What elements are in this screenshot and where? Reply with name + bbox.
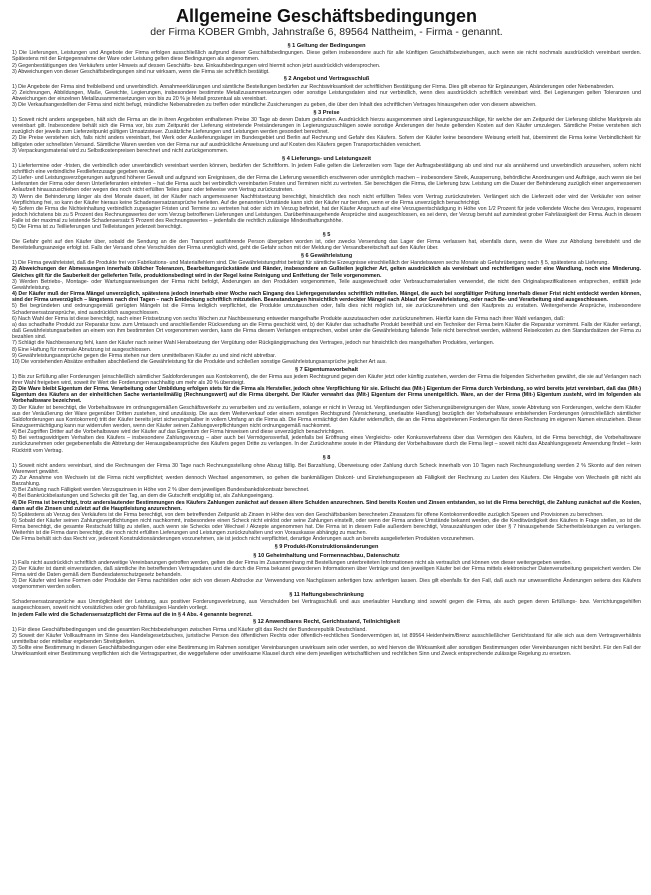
section-heading: § 6 Gewährleistung <box>300 253 353 260</box>
section <box>12 110 641 154</box>
section-paragraph: 4) Sofern die Firma die Nichteinhaltung verbindlich zugesagter Fristen und Termine zu vertreten hat oder sich im Verzug befindet, hat der Käufer Anspruch auf eine Verzugsentschädigung in Höhe von 1/2 Prozent für jede vollendete Woche des Verzuges, insgesamt jedoch höchstens bis zu 5 Prozent des Rechnungswertes der vom Verzug betroffenen Lieferungen und Leistungen. Darüberhinausgehende Ansprüche sind ausgeschlossen, es sei denn, der Verzug beruht auf zumindest grober Fahrlässigkeit der Firma. Auch in diesem Falle ist der maximal zu leistende Schadensersatz 5 Prozent des Rechnungswertes – jedenfalls die rechtlich zulässige Mindesthaftungshöhe. <box>12 205 641 225</box>
section-paragraph: 3) Sollte eine Bestimmung in diesen Geschäftsbedingungen oder eine Bestimmung im Rahmen sonstiger Vereinbarungen unwirksam sein oder werden, so wird hiervon die Wirksamkeit aller sonstigen Bestimmungen oder Vereinbarungen nicht berührt. Für den Fall der Unwirksamkeit einer Bestimmung verpflichten sich die Vertragspartner, die weggefallene oder unwirksame Klausel durch eine dem jeweiligen wirtschaftlichen und rechtlichen Sinn und Zweck entsprechende zulässige Regelung zu ersetzen. <box>12 645 641 658</box>
section <box>12 592 641 618</box>
section-heading: § 2 Angebot und Vertragsschluß <box>283 76 370 83</box>
section-paragraph: 2) Gegenbestätigungen des Verkäufers unter Hinweis auf dessen Geschäfts- bzw. Einkaufsbedingungen wird hiermit schon jetzt ausdrücklich widersprochen. <box>12 62 381 69</box>
section-paragraph: 1) Für diese Geschäftsbedingungen und die gesamten Rechtsbeziehungen zwischen Firma und Käufer gilt das Recht der Bundesrepublik Deutschland. <box>12 626 367 633</box>
section <box>12 619 641 657</box>
section-paragraph: 3) Werden Betriebs-, Montage- oder Wartungsanweisungen der Firma nicht befolgt, Änderungen an den Produkten vorgenommen, Teile ausgewechselt oder Verbrauchsmaterialien verwendet, die nicht den Originalspezifikationen entsprechen, entfällt jede Gewährleistung. <box>12 278 641 291</box>
section-paragraph: 4) Die Firma ist berechtigt, trotz anderslautender Bestimmungen des Käufers Zahlungen zunächst auf dessen ältere Schulden anzurechnen. Sind bereits Kosten und Zinsen entstanden, so ist die Firma berechtigt, die Zahlung zunächst auf die Kosten, dann auf die Zinsen und zuletzt auf die Hauptleistung anzurechnen. <box>12 499 641 512</box>
section-paragraph: 10) Die vorstehenden Absätze enthalten abschließend die Gewährleistung für die Produkte und schließen sonstige Gewährleistungsansprüche jeglicher Art aus. <box>12 358 387 365</box>
section-paragraph: 2) Zeichnungen, Abbildungen, Maße, Gewichte, Legierungen, insbesondere bestimmte Metallzusammensetzungen oder sonstige Leistungsdaten sind nur verbindlich, wenn dies ausdrücklich schriftlich vereinbart wird. Bei Legierungen gelten Toleranzen und Abweichungen der einzelnen Metallzusammensetzungen von bis zu 20 % je Metall prozentual als vereinbart. <box>12 89 641 102</box>
section-paragraph: 3) Bei Zahlung nach Fälligkeit werden Verzugszinsen in Höhe von 2 % über dem jeweiligen Bundesbankdiskontsatz berechnet. <box>12 487 310 494</box>
section-heading: § 7 Eigentumsvorbehalt <box>294 366 359 373</box>
section-paragraph: 3) Der Käufer wird keine Formen oder Produkte der Firma nachbilden oder sich von diesen Abdrucke zur Verwendung von Nachgüssen anfertigen bzw. anfertigen lassen. Dies gilt ebenfalls für den Fall, daß auch nur unwesentliche Änderungen seitens des Käufers vorgenommen werden sollen. <box>12 578 641 591</box>
section <box>12 544 641 551</box>
section-paragraph: 1) Soweit nicht anders vereinbart, sind die Rechnungen der Firma 30 Tage nach Rechnungsstellung ohne Abzug fällig. Bei Barzahlung, Überweisung oder Zahlung durch Scheck innerhalb von 10 Tagen nach Rechnungsstellung werden 2 % Skonto auf den reinen Warenwert gewährt. <box>12 462 641 475</box>
section-paragraph: 9) Gewährleistungsansprüche gegen die Firma stehen nur dem unmittelbaren Käufer zu und sind nicht abtretbar. <box>12 352 277 359</box>
section-heading: § 3 Preise <box>313 109 340 116</box>
section-paragraph: 1) Die Lieferungen, Leistungen und Angebote der Firma erfolgen ausschließlich aufgrund dieser Geschäftsbedingungen. Diese gelten insbesondere auch für alle künftigen Geschäftsbeziehungen, auch wenn sie nicht nochmals ausdrücklich vereinbart werden. Spätestens mit der Entgegennahme der Ware oder Leistung gelten diese Bedingungen als angenommen. <box>12 50 641 63</box>
section-paragraph: 3) Verpackungsmaterial wird zu Selbstkostenpreisen berechnet und nicht zurückgenommen. <box>12 147 229 154</box>
section-paragraph: 6) Nach Wahl der Firma ist diese berechtigt, nach einer Fristsetzung von sechs Wochen zur Nachbesserung entweder mangelhafte Produkte auszutauschen oder zurückzunehmen. Hierfür kann die Firma nach ihrer Wahl verlangen, daß: <box>12 315 565 322</box>
section-paragraph: 2) Die Preise verstehen sich, falls nicht anders vereinbart, frei Werk oder Auslieferungslager im Bundesgebiet und Berlin auf Rechnung und Gefahr des Käufers. Sofern der Käufer keine besondere Weisung erteilt hat, übernimmt die Firma keine Verbindlichkeit für billigsten oder schnellsten Versand. Sämtliche Waren werden von der Firma nur auf ausdrückliche Anweisung und auf Kosten des Käufers gegen Transportschäden versichert. <box>12 135 641 148</box>
section-paragraph: 1) Soweit nicht anders angegeben, hält sich die Firma an die in ihren Angeboten enthaltenen Preise 30 Tage ab deren Datum gebunden. Ausdrücklich hierzu ausgenommen sind Legierungszuschläge, für welche der am Zeitpunkt der Lieferung übliche Marktpreis als vereinbart gilt. Insbesondere behält sich die Firma vor, bis zum Zeitpunkt der Lieferung eintretende Preisänderungen in Legierungszuschlägen sowie sonstige Änderungen der heute geltenden Kosten auf den Käufer umzulegen. Sämtliche Preise verstehen sich zuzüglich der jeweils zum Lieferzeitpunkt gültigen Umsatzsteuer. Zusätzliche Lieferungen und Leistungen werden gesondert berechnet. <box>12 117 641 136</box>
section-paragraph: a) das schadhafte Produkt zur Reparatur bzw. zum Umtausch und anschließender Rücksendung an die Firma geschickt wird, b) der Käufer das schadhafte Produkt bereithält und ein Techniker der Firma beim Käufer die Reparatur vornimmt. Falls der Käufer verlangt, daß Gewährleistungsarbeiten an einem von ihm bestimmten Ort vorgenommen werden, kann die Firma diesem Verlangen entsprechen, wobei unter die Gewährleistung fallende Teile nicht berechnet werden, während Reisekosten zu den Standardsätzen der Firma zu bezahlen sind. <box>12 321 641 341</box>
section <box>12 553 641 591</box>
section-paragraph: 4) Bei Bankrückbelastungen und Schecks gilt der Tag, an dem die Gutschrift endgültig ist, als Zahlungseingang. <box>12 493 274 500</box>
section-paragraph: 2) Die Ware bleibt Eigentum der Firma. Verarbeitung oder Umbildung erfolgen stets für die Firma als Hersteller, jedoch ohne Verpflichtung für sie. Erlischt das (Mit-) Eigentum der Firma durch Verbindung, so wird bereits jetzt vereinbart, daß das (Mit-) Eigentum des Käufers an der einheitlichen Sache wertanteilmäßig (Rechnungswert) auf die Firma übergeht. Der Käufer verwahrt das (Mit-) Eigentum der Firma unentgeltlich. Ware, an der der Firma (Mit-) Eigentum zusteht, wird im folgenden als Vorbehaltsware bezeichnet. <box>12 386 641 405</box>
section <box>12 43 641 75</box>
section-paragraph: 1) Liefertermine oder -fristen, die verbindlich oder unverbindlich vereinbart werden können, bedürfen der Schriftform. In jedem Falle gelten die Lieferzeiten vom Tage der Auftragsbestätigung ab und sind nur als annähernd und unverbindlich anzusehen, sofern nicht schriftlich eine verbindliche Festlieferzusage gegeben wurde. <box>12 162 641 175</box>
section-paragraph: 1) Bis zur Erfüllung aller Forderungen (einschließlich sämtlicher Saldoforderungen aus Kontokorrent), die der Firma aus jedem Rechtsgrund gegen den Käufer jetzt oder künftig zustehen, werden der Firma die folgenden Sicherheiten gewährt, die sie auf Verlangen nach ihrer Wahl freigeben wird, soweit ihr Wert die Forderungen nachhaltig um mehr als 20 % übersteigt. <box>12 373 641 386</box>
section-paragraph: 2) Abweichungen der Abmessungen innerhalb üblicher Toleranzen, Bearbeitungsrückstände und Ränder, insbesondere an Gußteilen jeglicher Art, gelten ausdrücklich als vereinbart und rechtfertigen weder eine Wandlung, noch eine Minderung. Gleiches gilt für die Sauberkeit der gelieferten Teile, produktionsbedingt wird in der Regel keine Reinigung und Entfettung der Teile vorgenommen. <box>12 266 641 279</box>
section-heading: § 12 Anwendbares Recht, Gerichtsstand, Teilnichtigkeit <box>252 619 401 626</box>
section <box>12 156 641 231</box>
section-paragraph: 4) Bei Zugriffen Dritter auf die Vorbehaltsware wird der Käufer auf das Eigentum der Firma hinweisen und diese unverzüglich benachrichtigen. <box>12 429 345 436</box>
section-paragraph: 3) Wenn die Behinderung länger als drei Monate dauert, ist der Käufer nach angemessener Nachfristsetzung berechtigt, hinsichtlich des noch nicht erfüllten Teiles vom Vertrag zurückzutreten. Verlängert sich die Lieferzeit oder wird der Verkäufer von seiner Verpflichtung frei, so kann der Käufer hieraus keine Schadensersatzansprüche herleiten. Auf die genannten Umstände kann sich der Käufer nur berufen, wenn er die Firma unverzüglich benachrichtigt. <box>12 193 641 206</box>
section-heading: § 9 Produkt-/Konstruktionsänderungen <box>274 544 379 551</box>
section <box>12 367 641 454</box>
section-paragraph: 8) Eine Haftung für normale Abnutzung ist ausgeschlossen. <box>12 346 152 353</box>
section <box>12 455 641 542</box>
section <box>12 253 641 365</box>
section-paragraph: 2) Soweit der Käufer Vollkaufmann im Sinne des Handelsgesetzbuches, juristische Person des öffentlichen Rechts oder öffentlich-rechtliches Sondervermögen ist, ist 89564 Heidenheim/Brenz ausschließlicher Gerichtsstand für alle sich aus dem Vertragsverhältnis unmittelbar oder mittelbar ergebenden Streitigkeiten. <box>12 632 641 645</box>
section-heading: § 8 <box>322 455 331 462</box>
document-subtitle: der Firma KOBER Gmbh, Jahnstraße 6, 89564 Nattheim, - Firma - genannt. <box>150 26 503 38</box>
section-paragraph: 3) Abweichungen von dieser Geschäftsbedingungen sind nur wirksam, wenn die Firma sie schriftlich bestätigt. <box>12 68 270 75</box>
section-paragraph: 1) Die Firma gewährleistet, daß die Produkte frei von Fabrikations- und Materialfehlern sind. Die Gewährleistungsfrist beträgt für sämtliche Erzeugnisse einschließlich der Handelswaren sechs Monate ab Gefahrübergang nach § 5, spätestens ab Lieferung. <box>12 260 609 267</box>
section-paragraph: Schadensersatzansprüche aus Unmöglichkeit der Leistung, aus positiver Forderungsverletzung, aus Verschulden bei Vertragsschluß und aus unerlaubter Handlung sind sowohl gegen die Firma, als auch gegen deren Erfüllungs- bzw. Verrichtungsgehilfen ausgeschlossen, soweit nicht vorsätzliches oder grob fahrlässiges Handeln vorliegt. <box>12 599 641 612</box>
section-heading: § 1 Geltung der Bedingungen <box>287 43 366 49</box>
section-paragraph: 1) Falls nicht ausdrücklich schriftlich anderweitige Vereinbarungen getroffen werden, gelten die der Firma im Zusammenhang mit Bestellungen unterbreiteten Informationen nicht als vertraulich und können von dieser weitergegeben werden. <box>12 559 572 566</box>
sections-container <box>12 43 641 657</box>
section-paragraph: In jedem Falle wird die Schadensersatzpflicht der Firma auf die in § 4 Abs. 4 genannte begrenzt. <box>12 611 253 618</box>
section-paragraph: 2) Der Käufer ist damit einverstanden, daß sämtliche ihn betreffenden Vertragsdaten und die durch die Firma bekannt gewordenen Informationen über Verträge und den jeweiligen Käufer bei der Firma mittels elektronischer Datenverarbeitung gespeichert werden. Die Firma wird die Daten gemäß dem Bundesdatenschutzgesetz behandeln. <box>12 565 641 579</box>
section-paragraph: 3) Die Verkaufsangestellten der Firma sind nicht befugt, mündliche Nebenabreden zu treffen oder mündliche Zusicherungen zu geben, die über den Inhalt des schriftlichen Vertrages hinausgehen oder von diesem abweichen. <box>12 102 537 109</box>
section <box>12 76 641 108</box>
section-paragraph: 4) Der Käufer muß der Firma Mängel unverzüglich, spätestens jedoch innerhalb einer Woche nach Eingang des Liefergegenstandes schriftlich mitteilen. Mängel, die auch bei sorgfältiger Prüfung innerhalb dieser Frist nicht entdeckt werden können, sind der Firma unverzüglich – längstens nach drei Tagen – nach Entdeckung schriftlich mitzuteilen. Beanstandungen hinsichtlich verdeckter Mängel nach Ablauf der Gewährleistung, oder nach Be- und Verarbeitung sind ausgeschlossen. <box>12 291 641 304</box>
section-heading: § 4 Lieferungs- und Leistungszeit <box>282 155 371 162</box>
section-paragraph: 3) Der Käufer ist berechtigt, die Vorbehaltsware im ordnungsgemäßen Geschäftsverkehr zu verarbeiten und zu veräußern, solange er nicht in Verzug ist. Verpfändungen oder Sicherungsübereignungen der Ware, sowie Abtretung von Forderungen, welche dem Käufer aus der Veräußerung der Ware gegenüber Dritten zustehen, sind unzulässig. Die aus dem Weiterverkauf oder einem sonstigen Rechtsgrund (Versicherung, unerlaubte Handlung) bezüglich der Vorbehaltsware entstehenden Forderungen (einschließlich sämtlicher Saldoforderungen aus Kontokorrent) tritt der Käufer bereits jetzt sicherungshalber in vollem Umfang an die Firma ab. Die Firma ermächtigt den Käufer widerruflich, die an die Firma abgetretenen Forderungen für deren Rechnung im eigenen Namen einzuziehen. Diese Einzugsermächtigung kann nur widerrufen werden, wenn der Käufer seinen Zahlungsverpflichtungen nicht ordnungsgemäß nachkommt. <box>12 404 641 429</box>
section-paragraph: 2) Liefer- und Leistungsverzögerungen aufgrund höherer Gewalt und aufgrund von Ereignissen, die der Firma die Lieferung wesentlich erschweren oder unmöglich machen – insbesondere Streik, Aussperrung, behördliche Anordnungen und Aufträge, auch wenn sie bei Lieferanten der Firma oder deren Unterlieferanten eintreten – hat die Firma auch bei verbindlich vereinbarten Fristen und Terminen nicht zu vertreten. Sie berechtigen die Firma, die Lieferung bzw. Leistung um die Dauer der Behinderung zuzüglich einer angemessenen Anlaufzeit hinauszuschieben oder wegen des noch nicht erfüllten Teiles ganz oder teilweise vom Vertrag zurückzutreten. <box>12 175 641 194</box>
document-title: Allgemeine Geschäftsbedingungen <box>175 6 478 26</box>
section-paragraph: Die Firma behält sich das Recht vor, jederzeit Konstruktionsänderungen vorzunehmen, sie ist jedoch nicht verpflichtet, derartige Änderungen auch an bereits ausgelieferten Produkten vorzunehmen. <box>12 536 475 543</box>
section-paragraph: 5) Spätestens ab Verzug des Verkäufers ist die Firma berechtigt, von dem betreffenden Zeitpunkt ab Zinsen in Höhe des von den Geschäftsbanken berechneten Zinssatzes für offene Kontokorrentkredite zuzüglich Spesen und Provisionen zu berechnen. <box>12 511 604 518</box>
section-paragraph: 6) Sobald der Käufer seinen Zahlungsverpflichtungen nicht nachkommt, insbesondere einen Scheck nicht einlöst oder seine Zahlungen einstellt, oder wenn der Firma andere Umstände bekannt werden, die die Kreditwürdigkeit des Käufers in Frage stellen, so ist die Firma berechtigt, die gesamte Restschuld fällig zu stellen, auch wenn sie Schecks oder Wechsel / Akzepte angenommen hat. Die Firma ist in diesem Falle außerdem berechtigt, Vorauszahlungen oder über § 7 hinausgehende Sicherheitsleistungen zu verlangen. Weiterhin ist die Firma dann berechtigt, die noch nicht erfüllten Lieferungen und Leistungen zurückzuhalten und von Vorauskasse abhängig zu machen. <box>12 517 641 537</box>
section-heading: § 10 Geheimhaltung und Formennachbau, Datenschutz <box>253 552 400 559</box>
section-paragraph: 2) Zur Annahme von Wechseln ist die Firma nicht verpflichtet; werden dennoch Wechsel angenommen, so gehen die bankmäßigen Diskont- und Einziehungsspesen ab Fälligkeit der Rechnung zu Lasten des Käufers. Die Hingabe von Wechseln gilt nicht als Barzahlung. <box>12 474 641 488</box>
section-paragraph: 5) Die Firma ist zu Teillieferungen und Teilleistungen jederzeit berechtigt. <box>12 224 182 231</box>
section-heading: § 11 Haftungsbeschränkung <box>289 592 364 599</box>
section-paragraph: Die Gefahr geht auf den Käufer über, sobald die Sendung an die den Transport ausführende Person übergeben worden ist, oder zwecks Versendung das Lager der Firma verlassen hat, ebenfalls dann, wenn die Ware zur Abholung bereitsteht und die Bereitstellungsanzeige erfolgt ist. Falls der Versand ohne Verschulden der Firma unmöglich wird, geht die Gefahr schon mit der Meldung der Versandbereitschaft auf den Käufer über. <box>12 239 641 252</box>
section-paragraph: 5) Bei vertragswidrigem Verhalten des Käufers – insbesondere Zahlungsverzug – aber auch bei Vermögensverfall, jedenfalls bei Eröffnung eines Vergleichs- oder Konkursverfahrens über das Vermögen des Käufers, ist die Firma berechtigt, die Vorbehaltsware zurückzunehmen oder gegebenenfalls die Abtretung der Herausgabeansprüche des Käufers gegen Dritte zu verlangen. In der Zurücknahme sowie in der Pfändung der Vorbehaltsware durch die Firma liegt – soweit nicht das Abzahlungsgesetz Anwendung findet – kein Rücktritt vom Vertrag. <box>12 435 641 454</box>
section-paragraph: 1) Die Angebote der Firma sind freibleibend und unverbindlich. Annahmeerklärungen und sämtliche Bestellungen bedürfen zur Rechtswirksamkeit der schriftlichen Bestätigung der Firma. Dies gilt ebenso für Ergänzungen, Abänderungen oder Nebenabreden. <box>12 83 615 90</box>
section <box>12 232 641 252</box>
section-paragraph: 5) Bei begründeten und ordnungsgemäß gerügten Mängeln ist die Firma lediglich verpflichtet, die Produkte umzutauschen oder, falls dies nicht möglich ist, sie zurückzunehmen und den Kaufpreis zu erstatten. Weitergehende Ansprüche, insbesondere Schadensersatzansprüche, sind ausdrücklich ausgeschlossen. <box>12 303 641 316</box>
section-heading: § 5 <box>322 232 331 239</box>
section-paragraph: 7) Schlägt die Nachbesserung fehl, kann der Käufer nach seiner Wahl Herabsetzung der Vergütung oder Rückgängigmachung des Vertrages, jedoch nur hinsichtlich des mangelhaften Produktes, verlangen. <box>12 340 495 347</box>
